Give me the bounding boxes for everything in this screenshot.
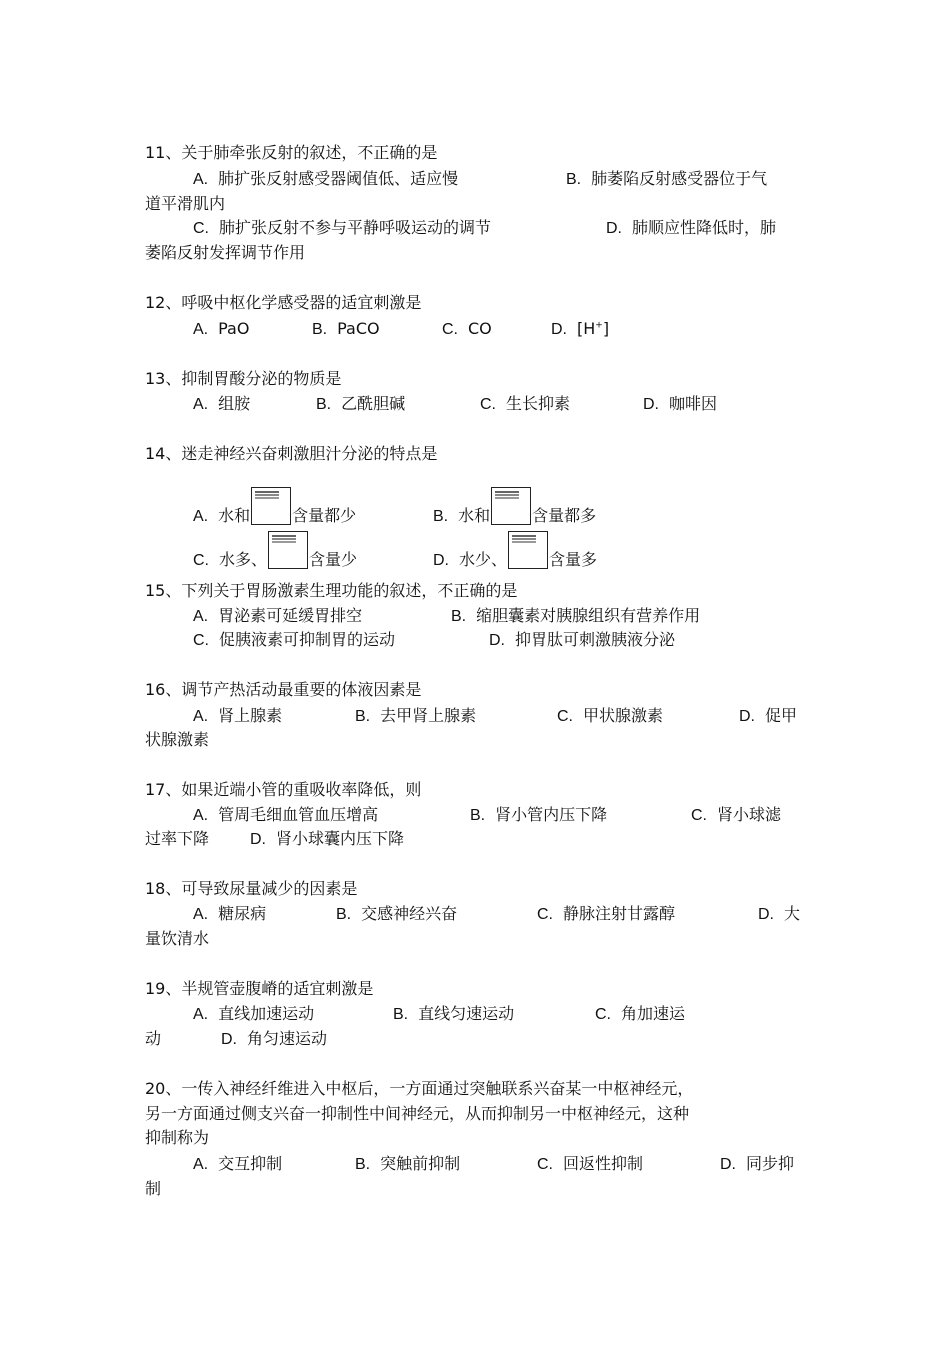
q16-option-d-continued: 状腺激素 <box>145 730 210 749</box>
q19-option-c[interactable]: C. 角加速运 <box>595 1004 686 1023</box>
q19-option-d[interactable]: D. 角匀速运动 <box>221 1029 328 1048</box>
q19-option-b[interactable]: B. 直线匀速运动 <box>393 1004 515 1023</box>
embedded-formula-image <box>268 531 308 569</box>
q17-stem: 17、如果近端小管的重吸收率降低，则 <box>145 780 422 799</box>
q16-option-a[interactable]: A. 肾上腺素 <box>193 706 283 725</box>
q16-option-d[interactable]: D. 促甲 <box>739 706 798 725</box>
q13-option-a[interactable]: A. 组胺 <box>193 394 251 413</box>
q20-stem-line2: 另一方面通过侧支兴奋一抑制性中间神经元，从而抑制另一中枢神经元，这种 <box>145 1104 690 1123</box>
q18-option-d-continued: 量饮清水 <box>145 929 210 948</box>
q20-option-c[interactable]: C. 回返性抑制 <box>537 1154 644 1173</box>
q20-option-d[interactable]: D. 同步抑 <box>720 1154 795 1173</box>
q13-option-c[interactable]: C. 生长抑素 <box>480 394 571 413</box>
q15-option-b[interactable]: B. 缩胆囊素对胰腺组织有营养作用 <box>451 606 701 625</box>
q17-option-c-continued: 过率下降 <box>145 829 210 848</box>
q11-option-b[interactable]: B. 肺萎陷反射感受器位于气 <box>566 169 768 188</box>
q15-option-a[interactable]: A. 胃泌素可延缓胃排空 <box>193 606 363 625</box>
q17-option-b[interactable]: B. 肾小管内压下降 <box>470 805 608 824</box>
q16-option-c[interactable]: C. 甲状腺激素 <box>557 706 664 725</box>
embedded-formula-image <box>491 487 531 525</box>
q11-option-d[interactable]: D. 肺顺应性降低时，肺 <box>606 218 777 237</box>
q20-stem-line3: 抑制称为 <box>145 1128 210 1147</box>
q18-option-b[interactable]: B. 交感神经兴奋 <box>336 904 458 923</box>
q12-stem: 12、呼吸中枢化学感受器的适宜刺激是 <box>145 293 422 312</box>
q15-option-c[interactable]: C. 促胰液素可抑制胃的运动 <box>193 630 396 649</box>
q17-option-c[interactable]: C. 肾小球滤 <box>691 805 782 824</box>
q14-option-d[interactable]: D. 水少、 含量多 <box>433 531 597 551</box>
q20-option-b[interactable]: B. 突触前抑制 <box>355 1154 461 1173</box>
q12-option-d[interactable]: D. [H+] <box>551 319 610 338</box>
q14-stem: 14、迷走神经兴奋刺激胆汁分泌的特点是 <box>145 444 438 463</box>
q20-option-d-continued: 制 <box>145 1179 162 1198</box>
q16-option-b[interactable]: B. 去甲肾上腺素 <box>355 706 477 725</box>
q16-stem: 16、调节产热活动最重要的体液因素是 <box>145 680 422 699</box>
q14-option-c[interactable]: C. 水多、 含量少 <box>193 531 357 551</box>
q17-option-d[interactable]: D. 肾小球囊内压下降 <box>250 829 405 848</box>
q11-option-b-continued: 道平滑肌内 <box>145 194 226 213</box>
q18-option-c[interactable]: C. 静脉注射甘露醇 <box>537 904 676 923</box>
q20-option-a[interactable]: A. 交互抑制 <box>193 1154 283 1173</box>
q19-stem: 19、半规管壶腹嵴的适宜刺激是 <box>145 979 374 998</box>
embedded-formula-image <box>508 531 548 569</box>
q19-option-c-continued: 动 <box>145 1029 162 1048</box>
q11-option-a[interactable]: A. 肺扩张反射感受器阈值低、适应慢 <box>193 169 459 188</box>
q12-option-c[interactable]: C. CO <box>442 319 492 338</box>
q13-option-b[interactable]: B. 乙酰胆碱 <box>316 394 406 413</box>
q13-option-d[interactable]: D. 咖啡因 <box>643 394 718 413</box>
q15-stem: 15、下列关于胃肠激素生理功能的叙述，不正确的是 <box>145 581 518 600</box>
q18-option-a[interactable]: A. 糖尿病 <box>193 904 267 923</box>
q18-stem: 18、可导致尿量减少的因素是 <box>145 879 358 898</box>
q19-option-a[interactable]: A. 直线加速运动 <box>193 1004 315 1023</box>
q12-option-a[interactable]: A. PaO <box>193 319 250 338</box>
q14-option-b[interactable]: B. 水和 含量都多 <box>433 487 596 507</box>
q11-stem: 11、关于肺牵张反射的叙述，不正确的是 <box>145 143 438 162</box>
embedded-formula-image <box>251 487 291 525</box>
q12-option-b[interactable]: B. PaCO <box>312 319 380 338</box>
q15-option-d[interactable]: D. 抑胃肽可刺激胰液分泌 <box>489 630 676 649</box>
q11-option-d-continued: 萎陷反射发挥调节作用 <box>145 243 306 262</box>
q20-stem-line1: 20、一传入神经纤维进入中枢后，一方面通过突触联系兴奋某一中枢神经元， <box>145 1079 694 1098</box>
q13-stem: 13、抑制胃酸分泌的物质是 <box>145 369 342 388</box>
q18-option-d[interactable]: D. 大 <box>758 904 801 923</box>
q11-option-c[interactable]: C. 肺扩张反射不参与平静呼吸运动的调节 <box>193 218 492 237</box>
q14-option-a[interactable]: A. 水和 含量都少 <box>193 487 356 507</box>
q17-option-a[interactable]: A. 管周毛细血管血压增高 <box>193 805 379 824</box>
